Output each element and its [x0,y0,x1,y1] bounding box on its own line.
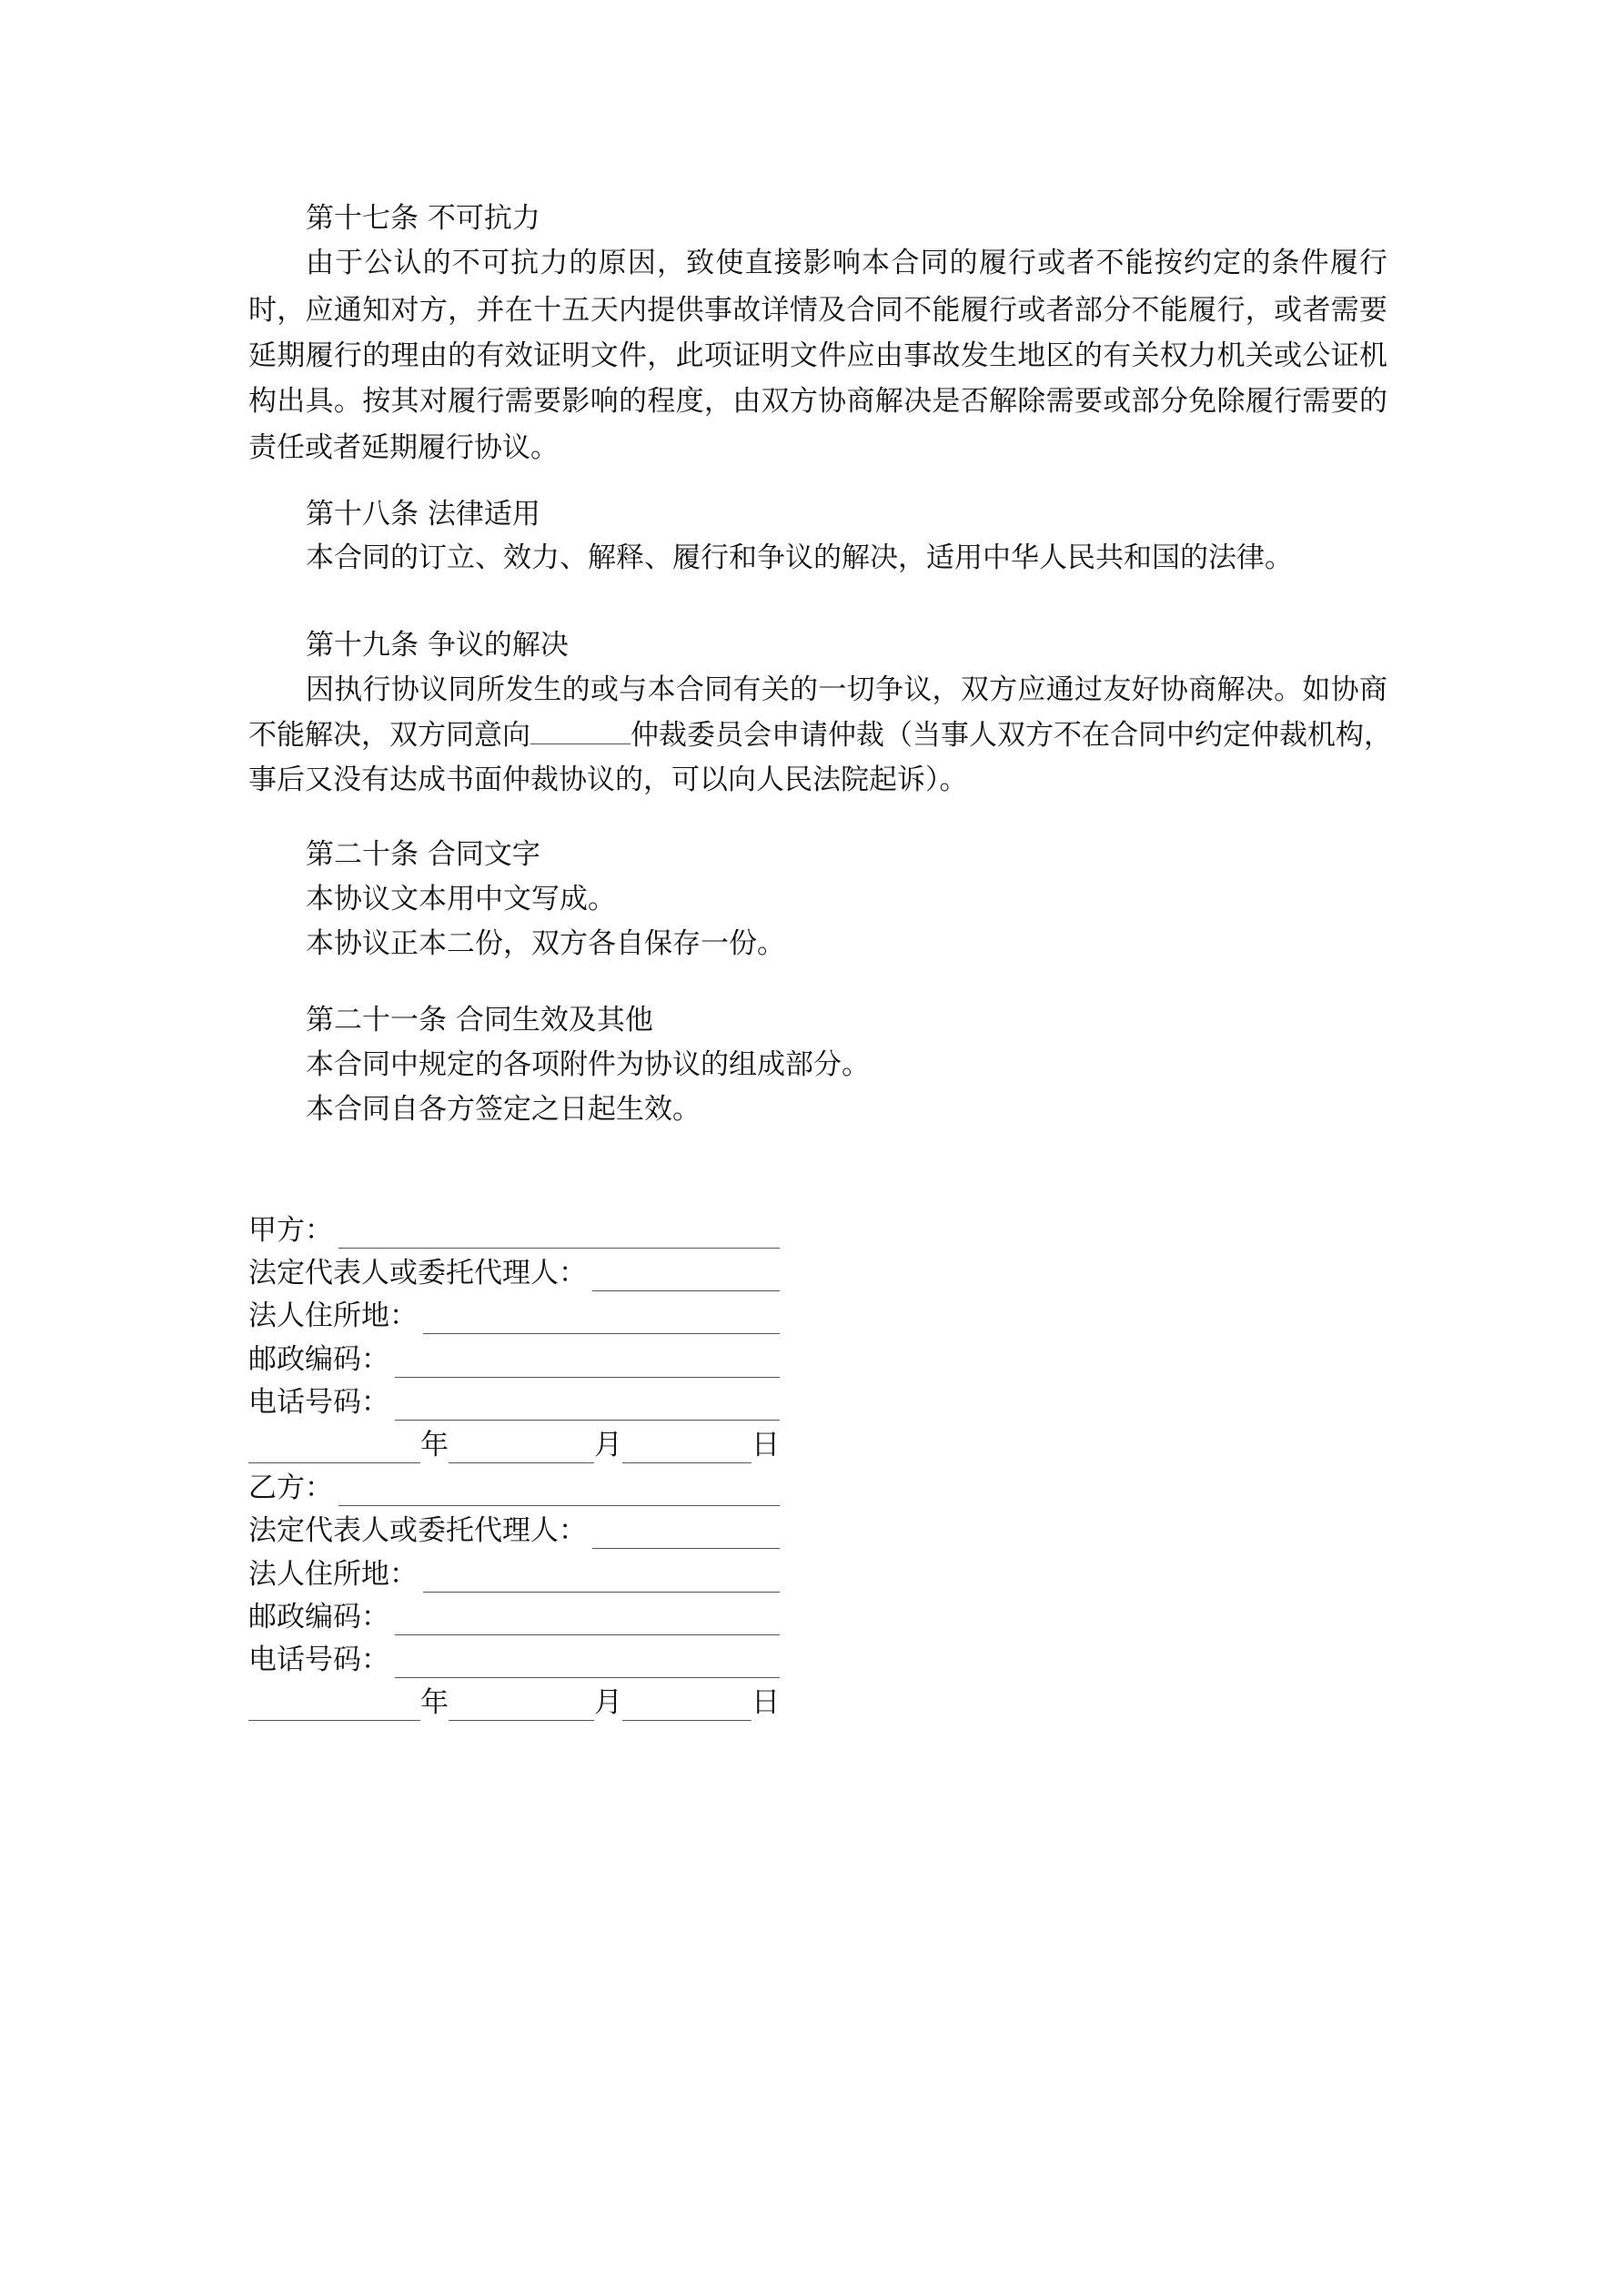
day-blank [622,1693,751,1721]
party-b-address-field [248,1556,780,1593]
field-blank [395,1392,780,1421]
month-label: 月 [594,1686,622,1719]
year-label: 年 [420,1429,449,1462]
day-blank [622,1435,751,1463]
article-19-title: 第十九条 争议的解决 [306,629,569,662]
field-label: 邮政编码： [248,1343,389,1376]
article-21-line: 本合同中规定的各项附件为协议的组成部分。 [306,1048,870,1081]
article-17-line: 责任或者延期履行协议。 [248,431,559,464]
article-17-line: 构出具。按其对履行需要影响的程度，由双方协商解决是否解除需要或部分免除履行需要的 [248,385,1387,418]
party-a-name-field [248,1212,780,1249]
field-label: 法人住所地： [248,1300,418,1332]
article-18-line: 本合同的订立、效力、解释、履行和争议的解决，适用中华人民共和国的法律。 [306,541,1293,574]
field-label: 邮政编码： [248,1601,389,1633]
field-blank [395,1350,780,1378]
field-blank [592,1521,780,1549]
month-blank [449,1693,594,1721]
field-label: 乙方： [248,1472,333,1504]
article-20-line: 本协议文本用中文写成。 [306,883,616,915]
day-label: 日 [751,1686,780,1719]
article-17-line: 由于公认的不可抗力的原因，致使直接影响本合同的履行或者不能按约定的条件履行 [306,247,1387,279]
day-label: 日 [751,1429,780,1462]
field-blank [395,1607,780,1635]
year-blank [248,1693,420,1721]
field-label: 法定代表人或委托代理人： [248,1257,587,1290]
article-17-line: 延期履行的理由的有效证明文件，此项证明文件应由事故发生地区的有关权力机关或公证机 [248,339,1387,372]
field-label: 法人住所地： [248,1558,418,1591]
field-blank [338,1478,780,1506]
year-label: 年 [420,1686,449,1719]
field-blank [395,1650,780,1678]
field-label: 法定代表人或委托代理人： [248,1514,587,1547]
article-18-title: 第十八条 法律适用 [306,498,540,531]
party-a-representative-field [248,1255,780,1291]
party-a-date-field [248,1427,780,1463]
arbitration-blank [530,720,630,744]
article-19-text: 不能解决，双方同意向 [248,719,530,752]
article-19-line: 事后又没有达成书面仲裁协议的，可以向人民法院起诉）。 [248,764,968,796]
field-label: 电话号码： [248,1386,389,1419]
article-20-title: 第二十条 合同文字 [306,838,540,871]
article-19-line: 因执行协议同所发生的或与本合同有关的一切争议，双方应通过友好协商解决。如协商 [306,673,1387,706]
party-a-address-field [248,1298,780,1334]
party-b-name-field [248,1470,780,1506]
field-blank [592,1263,780,1291]
field-label: 甲方： [248,1214,333,1247]
article-21-title: 第二十一条 合同生效及其他 [306,1004,653,1037]
party-a-phone-field [248,1384,780,1421]
article-17-line: 时，应通知对方，并在十五天内提供事故详情及合同不能履行或者部分不能履行，或者需要 [248,294,1387,327]
field-blank [338,1220,780,1249]
article-21-line: 本合同自各方签定之日起生效。 [306,1093,701,1126]
party-b-date-field [248,1684,780,1721]
article-20-line: 本协议正本二份，双方各自保存一份。 [306,927,785,960]
field-label: 电话号码： [248,1644,389,1676]
field-blank [423,1564,780,1593]
article-17-title: 第十七条 不可抗力 [306,202,540,235]
article-19-line [248,717,1392,754]
party-b-postcode-field [248,1599,780,1635]
year-blank [248,1435,420,1463]
article-19-text: 仲裁委员会申请仲裁（当事人双方不在合同中约定仲裁机构， [630,719,1392,752]
party-b-representative-field [248,1512,780,1549]
month-label: 月 [594,1429,622,1462]
party-b-phone-field [248,1642,780,1678]
field-blank [423,1306,780,1334]
party-a-postcode-field [248,1341,780,1378]
month-blank [449,1435,594,1463]
